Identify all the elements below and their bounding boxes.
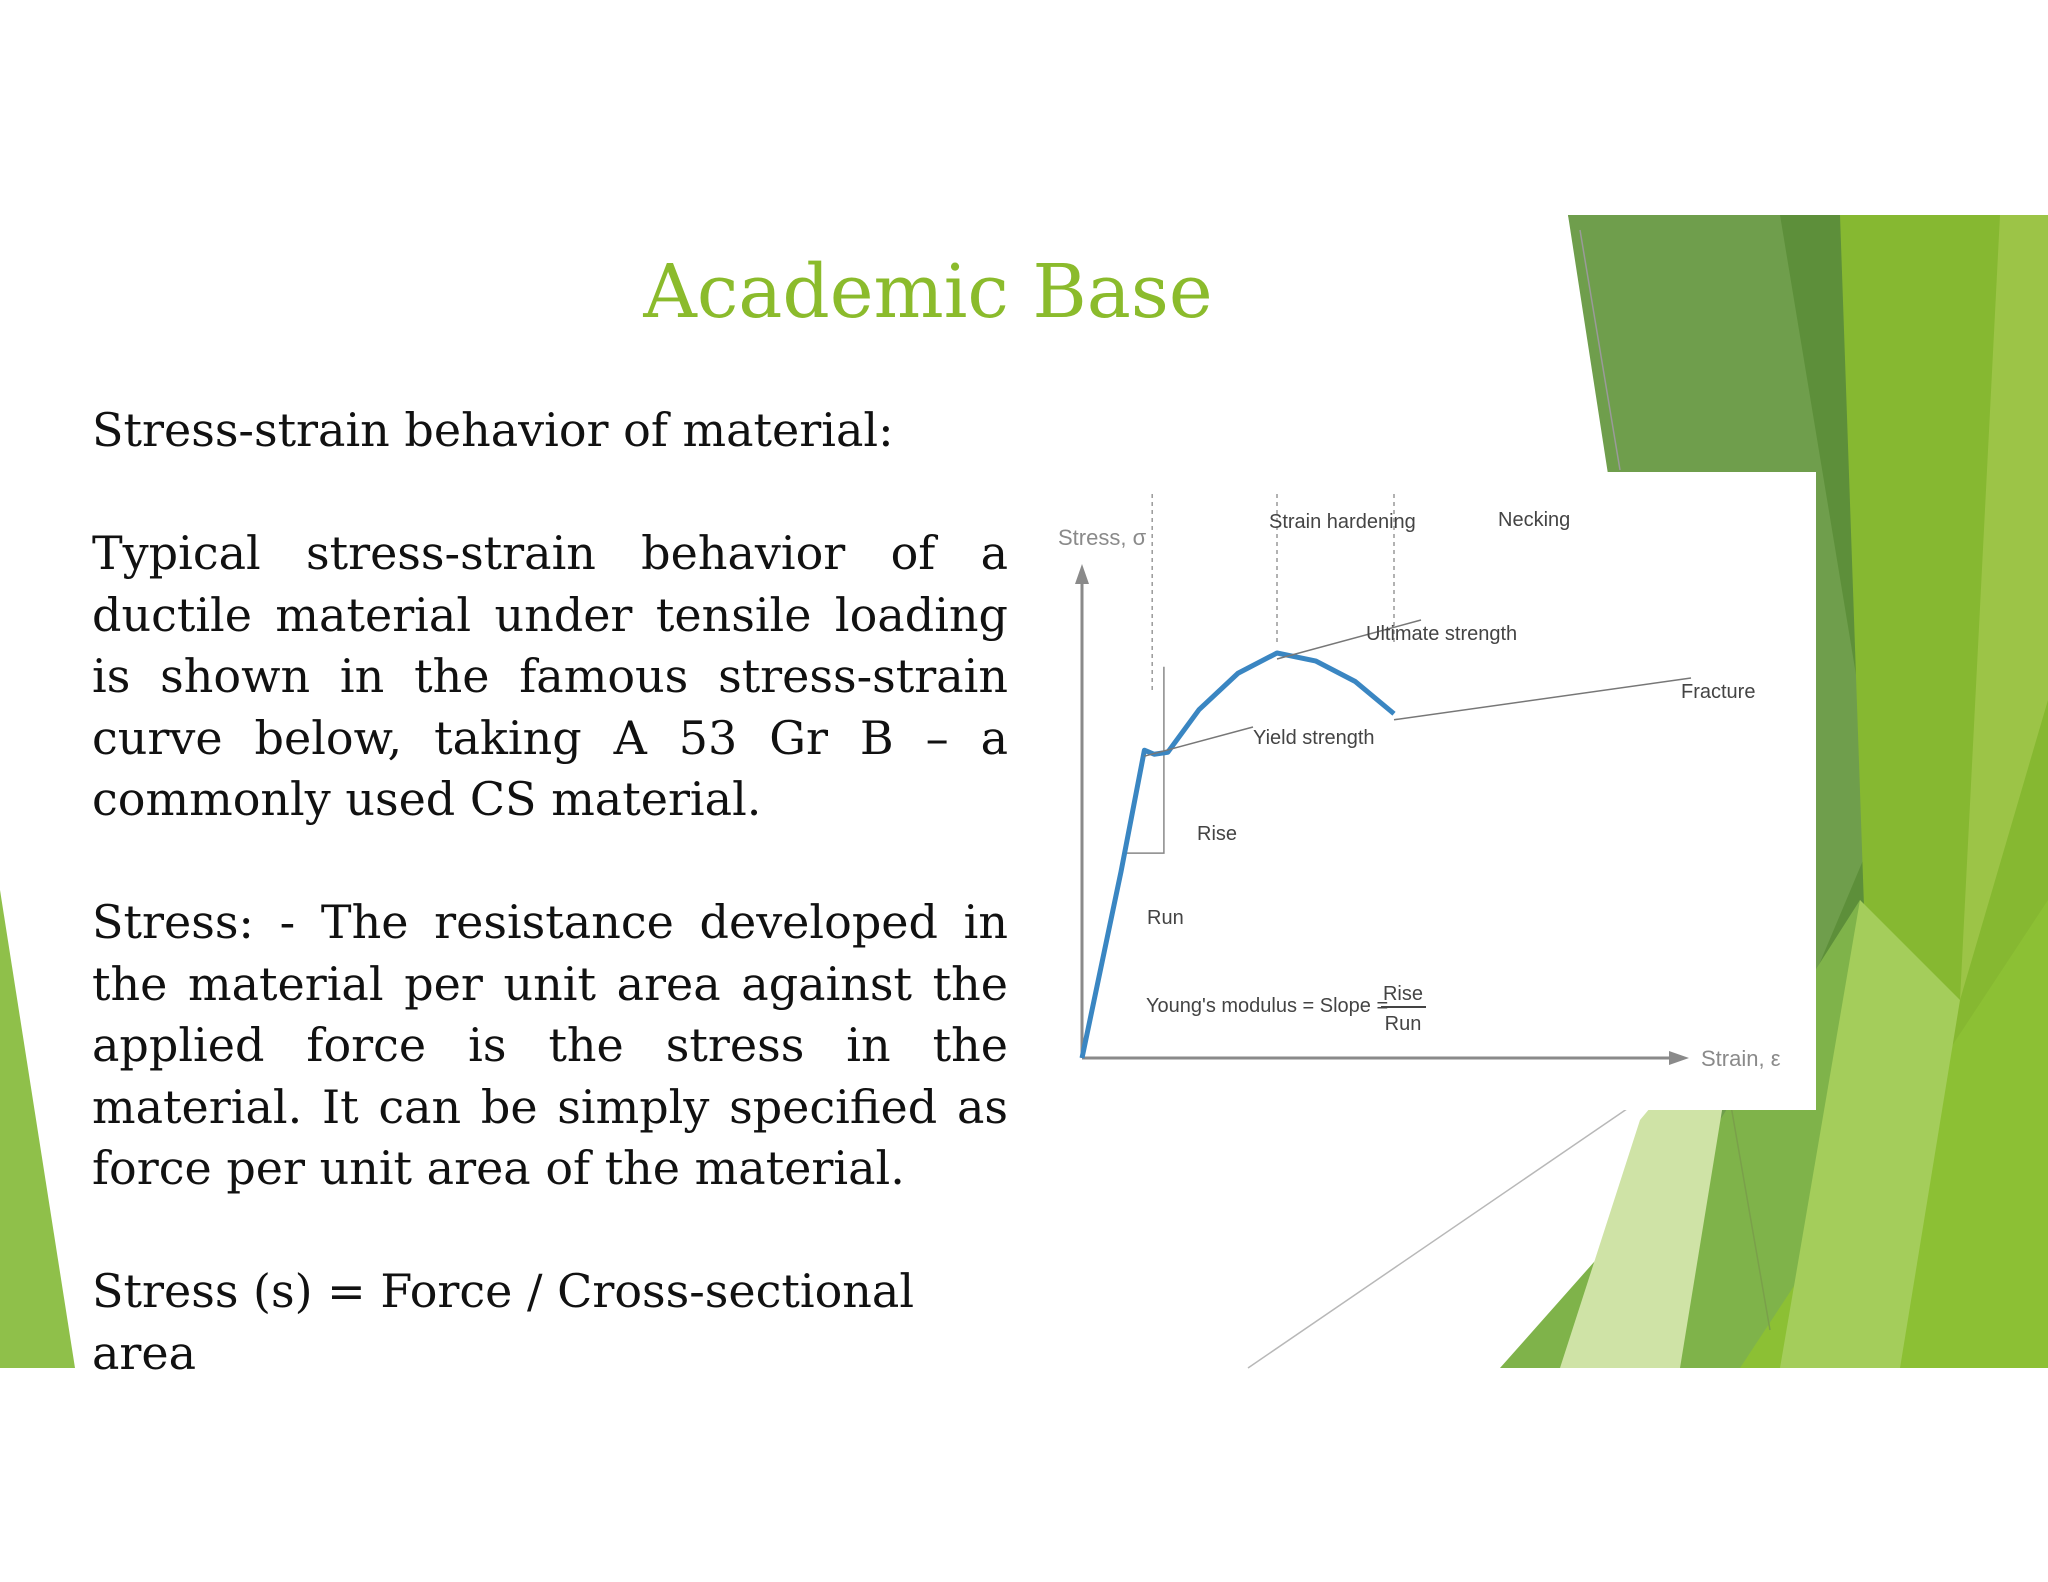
decor-left-sliver [0, 890, 75, 1368]
stress-strain-chart [1031, 472, 1816, 1110]
paragraph-stress-definition: Stress: - The resistance developed in the material per unit area against the applied force is the stress in the material. It can be simply specified as force per unit area of the material. [92, 895, 1008, 1195]
run-label: Run [1147, 907, 1184, 929]
stress-formula: Stress (s) = Force / Cross-sectional area [92, 1264, 915, 1380]
ultimate-strength-label: Ultimate strength [1366, 623, 1518, 645]
youngs-modulus-formula: Young's modulus = Slope = [1146, 995, 1389, 1017]
slide-title: Academic Base [643, 249, 1213, 335]
y-axis-label: Stress, σ [1058, 525, 1147, 550]
section-heading: Stress-strain behavior of material: [92, 403, 894, 457]
yield-strength-label: Yield strength [1253, 727, 1375, 749]
formula-run: Run [1384, 1013, 1422, 1035]
paragraph-ductile-behavior: Typical stress-strain behavior of a ductile material under tensile loading is shown in the famous stress-strain curve below, taking A 53 Gr B – a commonly used CS material. [92, 526, 1008, 826]
body-text [92, 400, 1008, 1384]
formula-rise: Rise [1382, 983, 1424, 1005]
region-label-necking: Necking [1498, 509, 1571, 531]
rise-label: Rise [1197, 823, 1238, 845]
region-label-strain-hardening: Strain hardening [1269, 511, 1416, 533]
fracture-label: Fracture [1681, 681, 1756, 703]
x-axis-label: Strain, ε [1701, 1046, 1781, 1071]
